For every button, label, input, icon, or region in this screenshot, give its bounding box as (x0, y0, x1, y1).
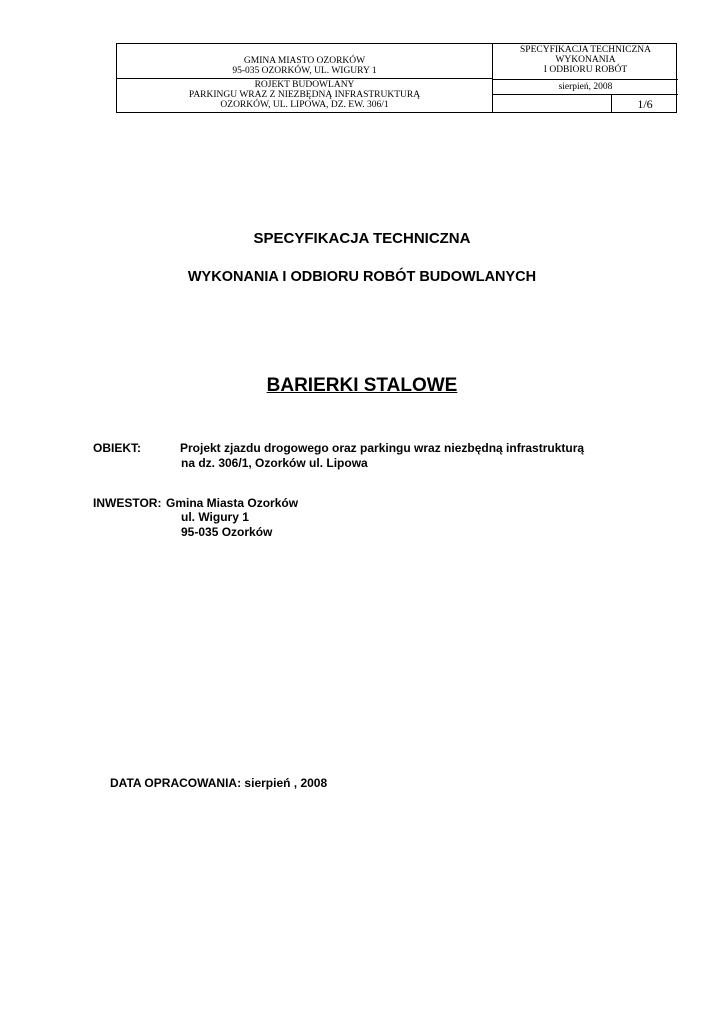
header-issuer-name: GMINA MIASTO OZORKÓW (243, 56, 366, 66)
date-of-preparation: DATA OPRACOWANIA: sierpień , 2008 (110, 776, 328, 790)
header-project-line2: PARKINGU WRAZ Z NIEZBĘDNĄ INFRASTRUKTURĄ (188, 90, 421, 100)
header-page-number: 1/6 (611, 95, 678, 113)
header-doc-type-line3: I ODBIORU ROBÓT (543, 65, 628, 75)
header-issuer-address: 95-035 OZORKÓW, UL. WIGURY 1 (232, 66, 377, 76)
header-doc-type-line1: SPECYFIKACJA TECHNICZNA (520, 45, 651, 55)
inwestor-label: INWESTOR: (93, 496, 162, 510)
header-project-line3: OZORKÓW, UL. LIPOWA, DZ. EW. 306/1 (220, 100, 389, 110)
obiekt-label: OBIEKT: (93, 441, 141, 455)
header-doc-type (493, 45, 678, 75)
obiekt-line1: Projekt zjazdu drogowego oraz parkingu wraz niezbędną infrastrukturą (180, 441, 585, 455)
header-divider-right-1 (492, 79, 678, 80)
obiekt-line2: na dz. 306/1, Ozorków ul. Lipowa (181, 456, 368, 470)
header-project-line1: ROJEKT BUDOWLANY (254, 80, 355, 90)
inwestor-city: 95-035 Ozorków (181, 525, 273, 539)
header-doc-type-line2: WYKONANIA (555, 55, 616, 65)
inwestor-name: Gmina Miasta Ozorków (166, 496, 299, 510)
header-project (117, 80, 492, 110)
header-divider-left (117, 78, 492, 79)
header-table (116, 43, 677, 113)
title-subtitle: WYKONANIA I ODBIORU ROBÓT BUDOWLANYCH (187, 269, 537, 285)
main-title: BARIERKI STALOWE (266, 375, 458, 396)
header-date: sierpień, 2008 (558, 82, 613, 92)
header-issuer (117, 56, 492, 76)
title-spec: SPECYFIKACJA TECHNICZNA (253, 230, 471, 247)
inwestor-street: ul. Wigury 1 (181, 510, 249, 524)
